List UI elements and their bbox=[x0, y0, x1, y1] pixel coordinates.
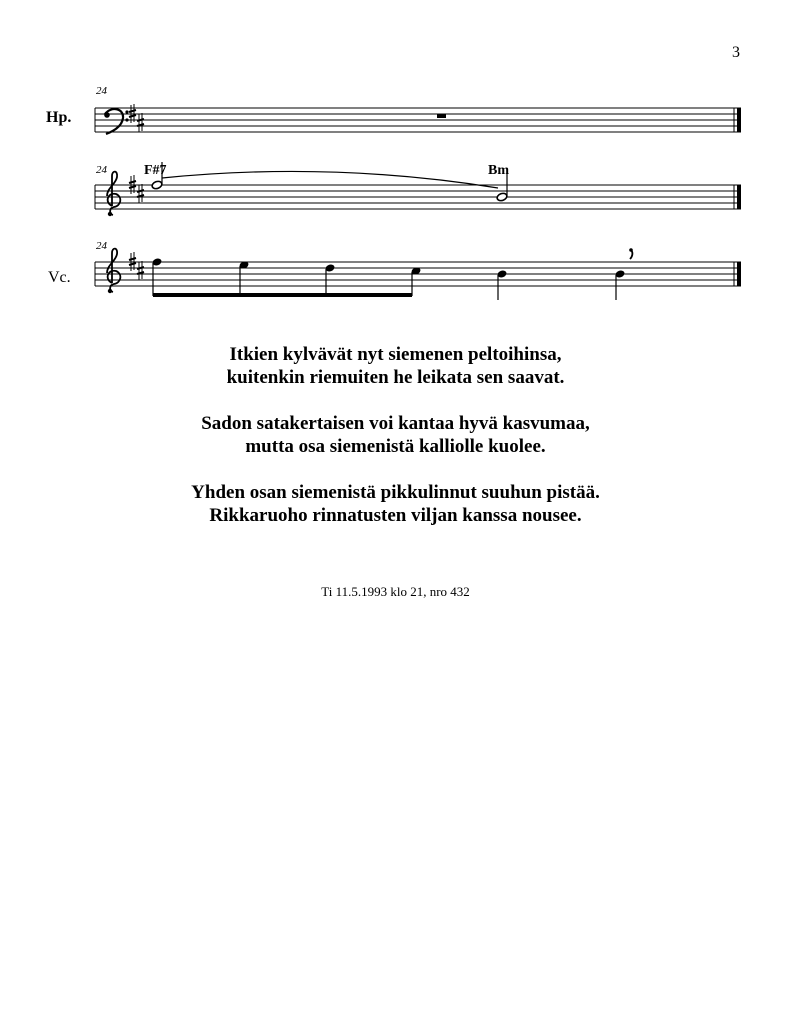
lyric-line: Itkien kylvävät nyt siemenen peltoihinsa, bbox=[229, 344, 562, 365]
lyric-line: Rikkaruoho rinnatusten viljan kanssa nousee. bbox=[209, 505, 582, 526]
key-signature-melody-sharps-icon bbox=[129, 175, 144, 203]
breath-mark-dot bbox=[629, 248, 633, 252]
lyrics-text bbox=[0, 343, 791, 550]
tie-curve bbox=[162, 171, 498, 188]
bass-clef-icon bbox=[104, 109, 128, 134]
whole-rest bbox=[437, 114, 446, 118]
measure-number-melody: 24 bbox=[96, 164, 107, 176]
chord-symbol-2: Bm bbox=[488, 163, 509, 178]
lyric-line: kuitenkin riemuiten he leikata sen saavat. bbox=[226, 367, 565, 388]
page-number: 3 bbox=[732, 44, 740, 61]
quarter-note-1 bbox=[497, 269, 508, 300]
lyric-line: mutta osa siemenistä kalliolle kuolee. bbox=[245, 436, 546, 457]
treble-clef-icon bbox=[107, 172, 120, 217]
lyric-line: Sadon satakertaisen voi kantaa hyvä kasvumaa, bbox=[201, 413, 590, 434]
key-signature-cello-sharps-icon bbox=[129, 252, 144, 280]
staff-melody bbox=[95, 185, 741, 209]
measure-number-cello: 24 bbox=[96, 240, 107, 252]
staff-label-cello: Vc. bbox=[48, 269, 71, 286]
lyric-line: Yhden osan siemenistä pikkulinnut suuhun pistää. bbox=[191, 482, 600, 503]
treble-clef-icon bbox=[107, 249, 120, 294]
quarter-note-2 bbox=[615, 269, 626, 300]
stanza-1 bbox=[0, 343, 791, 389]
stanza-2 bbox=[0, 412, 791, 458]
staff-label-harp: Hp. bbox=[46, 109, 72, 126]
music-score bbox=[0, 0, 791, 310]
date-note: Ti 11.5.1993 klo 21, nro 432 bbox=[321, 584, 470, 599]
measure-number-harp: 24 bbox=[96, 85, 107, 97]
staff-cello bbox=[95, 262, 741, 286]
chord-symbol-1: F#7 bbox=[144, 163, 167, 178]
staff-harp bbox=[95, 108, 741, 132]
half-note-1 bbox=[151, 162, 163, 190]
eighth-note-group bbox=[152, 257, 422, 297]
stanza-3 bbox=[0, 481, 791, 527]
